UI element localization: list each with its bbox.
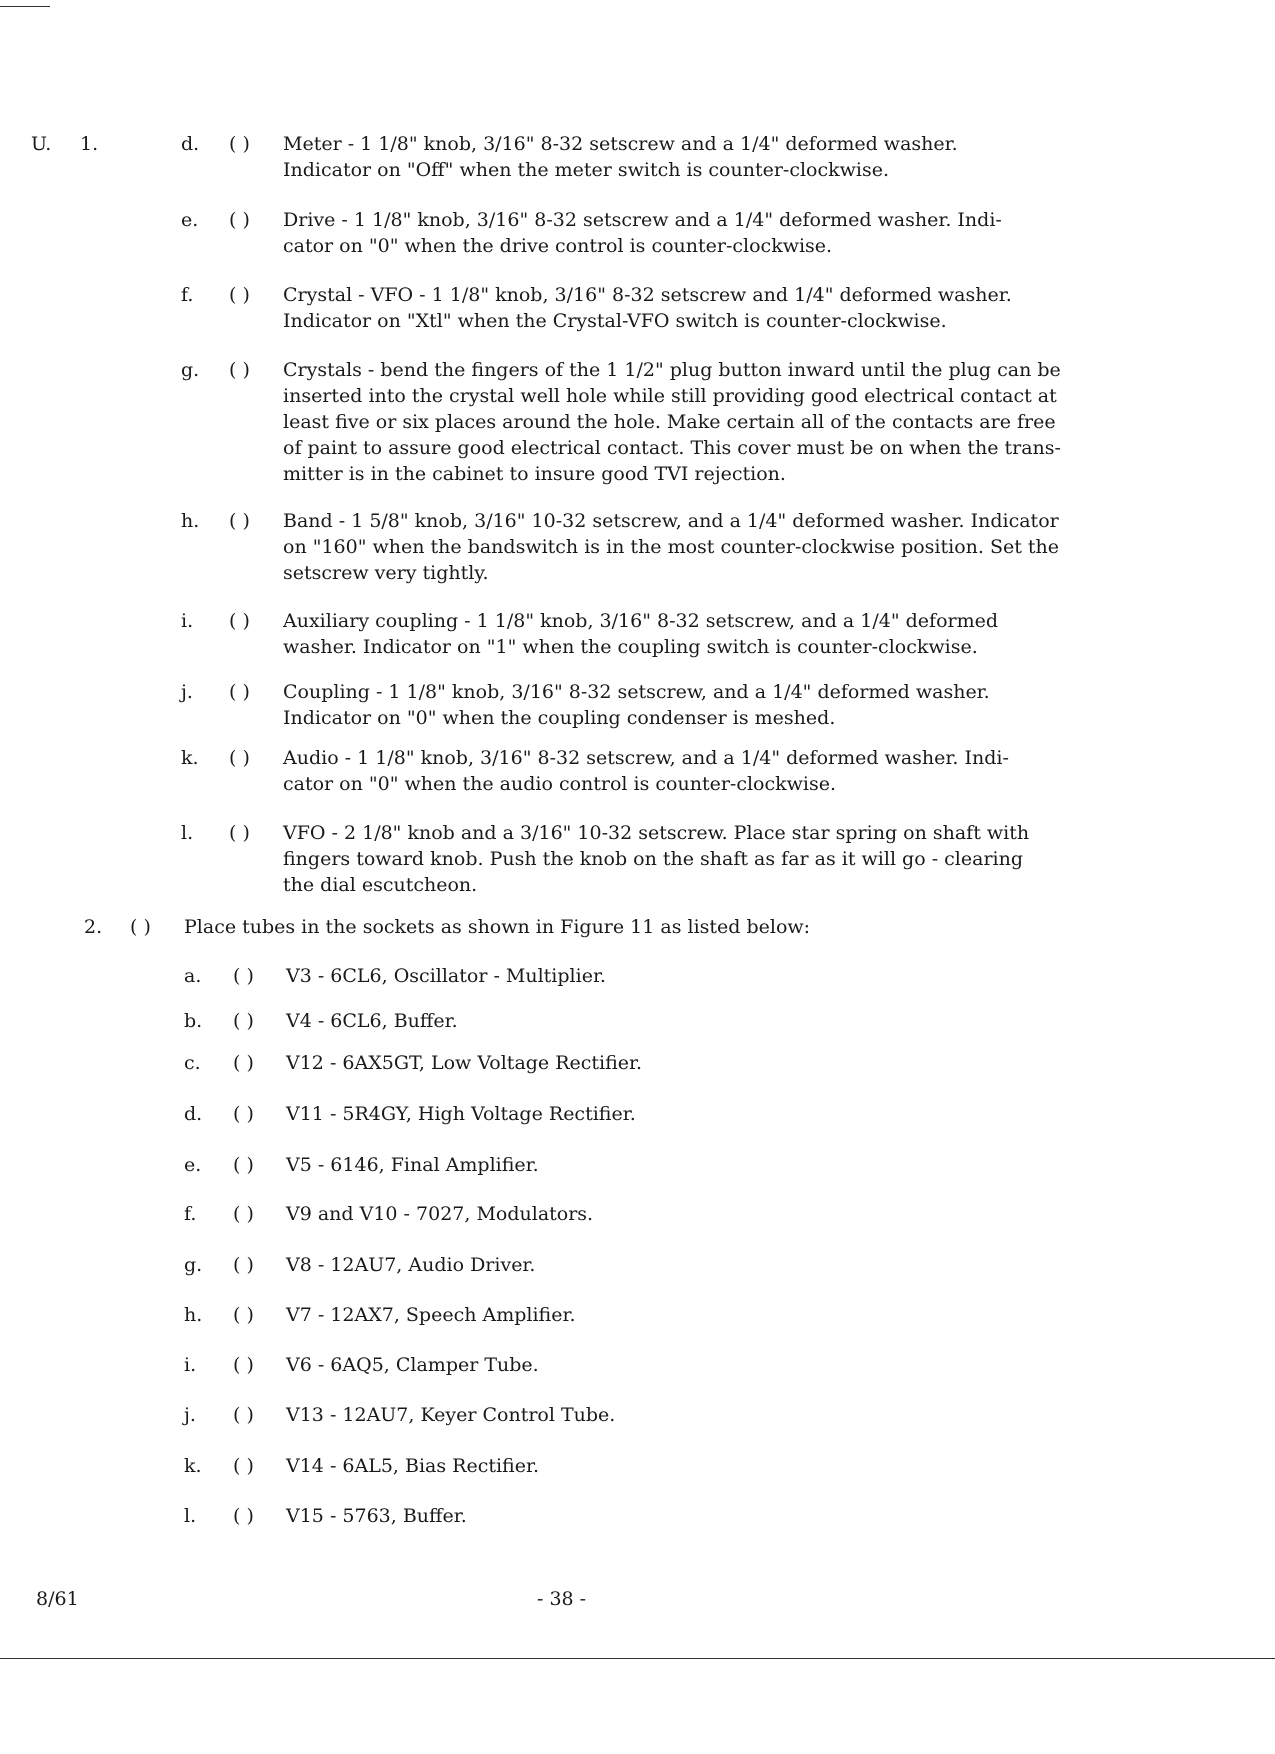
item-checkbox[interactable]: ( ): [229, 747, 250, 769]
item-checkbox[interactable]: ( ): [229, 133, 250, 155]
item-line: fingers toward knob. Push the knob on the shaft as far as it will go - clearing: [283, 848, 1024, 870]
item-checkbox[interactable]: ( ): [229, 681, 250, 703]
item-checkbox[interactable]: ( ): [229, 209, 250, 231]
item-line: Indicator on "Off" when the meter switch is counter-clockwise.: [283, 159, 890, 181]
item-text: [283, 207, 1002, 259]
bottom-rule: [0, 1658, 1275, 1659]
item-text: [283, 679, 990, 731]
tube-item-checkbox[interactable]: ( ): [233, 1103, 254, 1125]
step2-checkbox[interactable]: ( ): [130, 916, 151, 938]
item-line: the dial escutcheon.: [283, 874, 478, 896]
item-letter: f.: [181, 284, 194, 306]
tube-item-checkbox[interactable]: ( ): [233, 1052, 254, 1074]
tube-item-checkbox[interactable]: ( ): [233, 1010, 254, 1032]
item-text: [283, 131, 958, 183]
item-line: washer. Indicator on "1" when the coupling switch is counter-clockwise.: [283, 636, 978, 658]
tube-item-checkbox[interactable]: ( ): [233, 1404, 254, 1426]
tube-item-text: V9 and V10 - 7027, Modulators.: [286, 1203, 594, 1225]
tube-item-text: V14 - 6AL5, Bias Rectifier.: [286, 1455, 540, 1477]
tube-item-text: V13 - 12AU7, Keyer Control Tube.: [286, 1404, 616, 1426]
item-text: [283, 282, 1012, 334]
tube-item-text: V8 - 12AU7, Audio Driver.: [286, 1254, 536, 1276]
item-line: Band - 1 5/8" knob, 3/16" 10-32 setscrew, and a 1/4" deformed washer. Indicator: [283, 510, 1059, 532]
tube-item-letter: k.: [184, 1455, 202, 1477]
tube-item-letter: e.: [184, 1154, 202, 1176]
tube-item-letter: c.: [184, 1052, 201, 1074]
tube-item-text: V3 - 6CL6, Oscillator - Multiplier.: [286, 965, 606, 987]
section-letter: U.: [31, 133, 52, 155]
item-line: Drive - 1 1/8" knob, 3/16" 8-32 setscrew and a 1/4" deformed washer. Indi-: [283, 209, 1002, 231]
item-line: VFO - 2 1/8" knob and a 3/16" 10-32 setscrew. Place star spring on shaft with: [283, 822, 1030, 844]
item-line: Audio - 1 1/8" knob, 3/16" 8-32 setscrew, and a 1/4" deformed washer. Indi-: [283, 747, 1009, 769]
tube-item-letter: b.: [184, 1010, 203, 1032]
item-text: [283, 508, 1059, 586]
item-text: [283, 608, 998, 660]
tube-item-letter: d.: [184, 1103, 203, 1125]
tube-item-text: V15 - 5763, Buffer.: [286, 1505, 467, 1527]
item-line: Meter - 1 1/8" knob, 3/16" 8-32 setscrew and a 1/4" deformed washer.: [283, 133, 958, 155]
item-text: [283, 745, 1009, 797]
tube-item-letter: h.: [184, 1304, 203, 1326]
item-line: of paint to assure good electrical contact. This cover must be on when the trans-: [283, 437, 1061, 459]
item-letter: k.: [181, 747, 199, 769]
item-line: cator on "0" when the audio control is counter-clockwise.: [283, 773, 837, 795]
tube-item-letter: a.: [184, 965, 202, 987]
item-checkbox[interactable]: ( ): [229, 822, 250, 844]
item-text: [283, 357, 1061, 487]
tube-item-letter: f.: [184, 1203, 197, 1225]
item-line: least five or six places around the hole. Make certain all of the contacts are free: [283, 411, 1056, 433]
item-line: Crystal - VFO - 1 1/8" knob, 3/16" 8-32 setscrew and 1/4" deformed washer.: [283, 284, 1012, 306]
tube-item-checkbox[interactable]: ( ): [233, 1203, 254, 1225]
item-letter: j.: [181, 681, 193, 703]
tube-item-text: V5 - 6146, Final Amplifier.: [286, 1154, 539, 1176]
item-checkbox[interactable]: ( ): [229, 359, 250, 381]
tube-item-text: V4 - 6CL6, Buffer.: [286, 1010, 458, 1032]
item-checkbox[interactable]: ( ): [229, 510, 250, 532]
item-text: [283, 820, 1029, 898]
step2-text: Place tubes in the sockets as shown in Figure 11 as listed below:: [184, 916, 811, 938]
step2-number: 2.: [84, 916, 103, 938]
tube-item-letter: i.: [184, 1354, 197, 1376]
item-letter: e.: [181, 209, 199, 231]
tube-item-letter: l.: [184, 1505, 197, 1527]
page-number: - 38 -: [537, 1588, 587, 1610]
item-line: cator on "0" when the drive control is counter-clockwise.: [283, 235, 833, 257]
item-letter: l.: [181, 822, 194, 844]
item-line: inserted into the crystal well hole while still providing good electrical contact at: [283, 385, 1057, 407]
item-line: Indicator on "Xtl" when the Crystal-VFO switch is counter-clockwise.: [283, 310, 947, 332]
tube-item-letter: j.: [184, 1404, 196, 1426]
tube-item-letter: g.: [184, 1254, 203, 1276]
top-rule: [0, 6, 50, 7]
item-line: Crystals - bend the fingers of the 1 1/2" plug button inward until the plug can be: [283, 359, 1061, 381]
tube-item-text: V7 - 12AX7, Speech Amplifier.: [286, 1304, 576, 1326]
item-line: Coupling - 1 1/8" knob, 3/16" 8-32 setscrew, and a 1/4" deformed washer.: [283, 681, 990, 703]
tube-item-checkbox[interactable]: ( ): [233, 1254, 254, 1276]
footer-date: 8/61: [36, 1588, 79, 1610]
item-line: on "160" when the bandswitch is in the most counter-clockwise position. Set the: [283, 536, 1060, 558]
item-checkbox[interactable]: ( ): [229, 610, 250, 632]
tube-item-text: V11 - 5R4GY, High Voltage Rectifier.: [286, 1103, 636, 1125]
step-number: 1.: [80, 133, 99, 155]
item-letter: i.: [181, 610, 194, 632]
tube-item-checkbox[interactable]: ( ): [233, 965, 254, 987]
tube-item-checkbox[interactable]: ( ): [233, 1505, 254, 1527]
item-line: setscrew very tightly.: [283, 562, 489, 584]
item-checkbox[interactable]: ( ): [229, 284, 250, 306]
item-line: Auxiliary coupling - 1 1/8" knob, 3/16" 8-32 setscrew, and a 1/4" deformed: [283, 610, 999, 632]
item-line: Indicator on "0" when the coupling condenser is meshed.: [283, 707, 836, 729]
item-letter: d.: [181, 133, 200, 155]
item-letter: h.: [181, 510, 200, 532]
tube-item-checkbox[interactable]: ( ): [233, 1354, 254, 1376]
tube-item-checkbox[interactable]: ( ): [233, 1455, 254, 1477]
tube-item-text: V6 - 6AQ5, Clamper Tube.: [286, 1354, 539, 1376]
tube-item-checkbox[interactable]: ( ): [233, 1304, 254, 1326]
item-line: mitter is in the cabinet to insure good TVI rejection.: [283, 463, 786, 485]
tube-item-checkbox[interactable]: ( ): [233, 1154, 254, 1176]
item-letter: g.: [181, 359, 200, 381]
tube-item-text: V12 - 6AX5GT, Low Voltage Rectifier.: [286, 1052, 643, 1074]
